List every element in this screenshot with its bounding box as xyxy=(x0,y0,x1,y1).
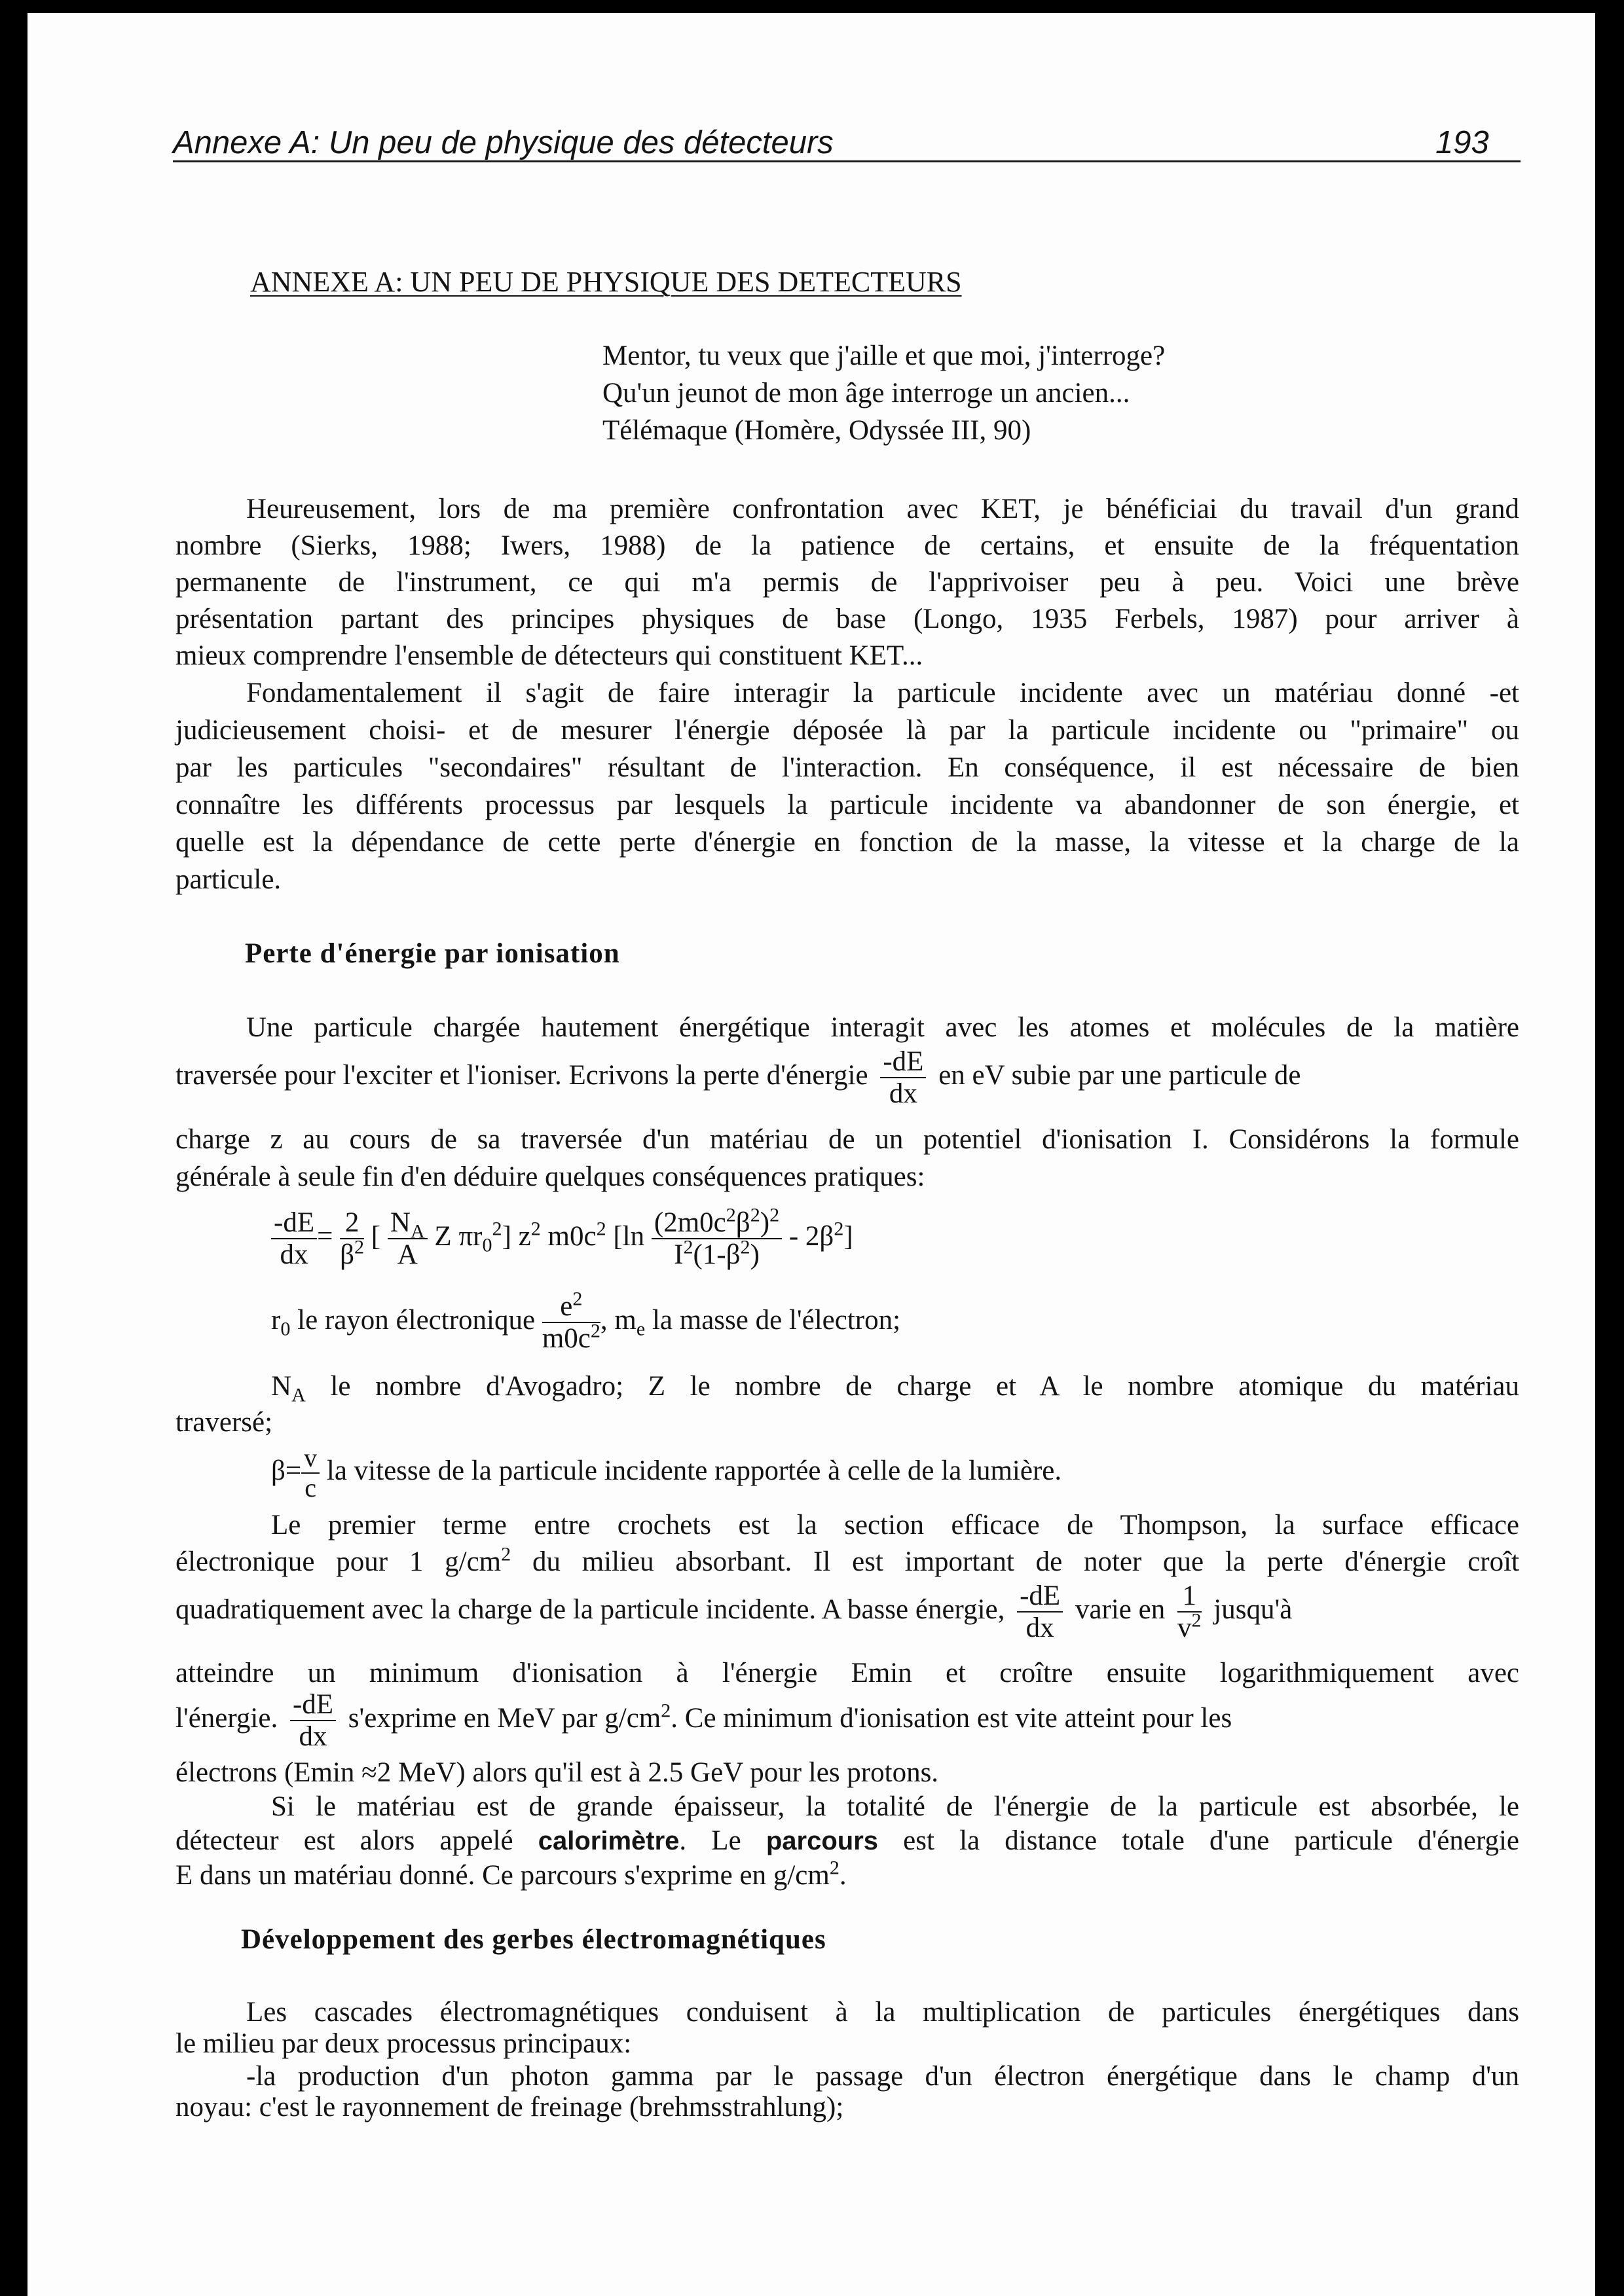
formula-term: (1-β xyxy=(693,1239,741,1270)
text-line: Si le matériau est de grande épaisseur, la totalité de l'énergie de la particule est absorbée, le xyxy=(271,1791,1519,1822)
subscript: A xyxy=(410,1220,425,1243)
text-span: varie en xyxy=(1075,1594,1166,1625)
text-span: s'exprime en MeV par g/cm xyxy=(348,1702,661,1734)
exponent: 2 xyxy=(683,1235,693,1258)
definition-NA xyxy=(271,1368,1519,1405)
exponent: 2 xyxy=(769,1203,780,1226)
exponent: 2 xyxy=(829,1856,840,1879)
formula-term: [ln xyxy=(606,1220,645,1252)
text-span: du milieu absorbant. Il est important de noter que la perte d'énergie croît xyxy=(511,1546,1519,1577)
text-span: la masse de l'électron; xyxy=(645,1304,901,1336)
subscript: e xyxy=(636,1317,646,1340)
text-span: E dans un matériau donné. Ce parcours s'exprime en g/cm xyxy=(175,1860,830,1891)
text-line: -la production d'un photon gamma par le passage d'un électron énergétique dans le champ d'un xyxy=(246,2061,1519,2092)
definition-beta xyxy=(271,1445,1061,1501)
epigraph-line: Qu'un jeunot de mon âge interroge un ancien... xyxy=(602,378,1130,409)
subscript: A xyxy=(291,1383,306,1406)
exponent: 2 xyxy=(740,1235,750,1258)
exponent: 2 xyxy=(750,1203,760,1226)
text-line: traversé; xyxy=(175,1407,273,1438)
fraction-denominator xyxy=(652,1235,782,1270)
exponent: 2 xyxy=(572,1287,583,1310)
symbol-N: N xyxy=(271,1371,292,1402)
fraction-dE-dx xyxy=(271,1209,317,1269)
text-span: est la distance totale d'une particule d'énergie xyxy=(878,1825,1520,1856)
fraction-e2-m0c2 xyxy=(542,1287,600,1354)
fraction-numerator: 2 xyxy=(340,1209,364,1239)
formula-term: β= xyxy=(271,1455,302,1486)
text-line xyxy=(175,1857,847,1894)
section-heading: Perte d'énergie par ionisation xyxy=(245,938,620,969)
fraction-numerator: -dE xyxy=(271,1209,317,1239)
fraction-denominator xyxy=(1177,1609,1202,1643)
fraction-denominator: dx xyxy=(889,1078,917,1109)
formula-term: β xyxy=(735,1207,750,1238)
text-span: . Ce minimum d'ionisation est vite atteint pour les xyxy=(671,1702,1232,1734)
text-line: quelle est la dépendance de cette perte d'énergie en fonction de la masse, la vitesse et la charge de la xyxy=(175,827,1519,858)
fraction-1-v2 xyxy=(1177,1582,1202,1642)
text-line: particule. xyxy=(175,864,282,895)
fraction-denominator xyxy=(340,1235,365,1270)
text-line: mieux comprendre l'ensemble de détecteurs qui constituent KET... xyxy=(175,640,923,671)
fraction-denominator xyxy=(542,1319,600,1354)
definition-r0 xyxy=(271,1287,901,1354)
document-title: ANNEXE A: UN PEU DE PHYSIQUE DES DETECTEURS xyxy=(250,266,962,298)
text-line-with-fraction xyxy=(175,1690,1232,1751)
formula-bethe-bloch xyxy=(271,1203,853,1270)
text-line: présentation partant des principes physiques de base (Longo, 1935 Ferbels, 1987) pour arriver à xyxy=(175,604,1519,634)
fraction-numerator: 1 xyxy=(1177,1582,1202,1613)
text-line: connaître les différents processus par lesquels la particule incidente va abandonner de son énergie, et xyxy=(175,790,1519,820)
section-heading: Développement des gerbes électromagnétiques xyxy=(241,1924,826,1955)
text-span: détecteur est alors appelé xyxy=(175,1825,538,1856)
symbol-e: e xyxy=(560,1291,573,1322)
fraction-numerator xyxy=(652,1203,782,1239)
text-span: le nombre d'Avogadro; Z le nombre de charge et A le nombre atomique du matériau xyxy=(305,1371,1519,1402)
fraction-2-beta2 xyxy=(340,1209,364,1269)
formula-term: - 2β xyxy=(782,1220,834,1252)
document-page xyxy=(28,13,1595,2296)
formula-term: ) xyxy=(750,1239,760,1270)
formula-term: ) xyxy=(760,1207,770,1238)
text-span: , m xyxy=(600,1304,637,1336)
text-line: Le premier terme entre crochets est la section efficace de Thompson, la surface efficace xyxy=(271,1510,1519,1540)
text-line xyxy=(175,1823,1519,1859)
exponent: 2 xyxy=(530,1217,541,1240)
formula-term: Z πr xyxy=(434,1220,483,1252)
exponent: 2 xyxy=(492,1217,502,1240)
bracket: [ xyxy=(364,1220,381,1252)
text-line: nombre (Sierks, 1988; Iwers, 1988) de la patience de certains, et ensuite de la fréquentation xyxy=(175,530,1519,561)
fraction-dE-dx xyxy=(1017,1582,1063,1642)
text-span: . Le xyxy=(679,1825,766,1856)
formula-term: ] z xyxy=(502,1220,531,1252)
fraction-log-argument xyxy=(652,1203,782,1270)
fraction-denominator: dx xyxy=(299,1721,327,1752)
text-line: judicieusement choisi- et de mesurer l'énergie déposée là par la particule incidente ou "primaire" ou xyxy=(175,715,1519,746)
fraction-numerator: -dE xyxy=(290,1690,336,1721)
text-line: générale à seule fin d'en déduire quelques conséquences pratiques: xyxy=(175,1161,925,1192)
exponent: 2 xyxy=(726,1203,736,1226)
term-calorimetre: calorimètre xyxy=(538,1827,680,1855)
equals-sign: = xyxy=(317,1220,333,1252)
text-span: l'énergie. xyxy=(175,1702,278,1734)
fraction-numerator: -dE xyxy=(1017,1582,1063,1613)
fraction-denominator: dx xyxy=(1025,1613,1054,1643)
formula-term: I xyxy=(674,1239,684,1270)
text-span: traversée pour l'exciter et l'ioniser. Ecrivons la perte d'énergie xyxy=(175,1059,868,1091)
fraction-denominator: c xyxy=(304,1473,317,1503)
running-header-title: Annexe A: Un peu de physique des détecteurs xyxy=(173,125,834,160)
text-line-with-fraction xyxy=(175,1582,1292,1642)
fraction-numerator: v xyxy=(301,1445,320,1474)
exponent: 2 xyxy=(596,1217,606,1240)
text-line: le milieu par deux processus principaux: xyxy=(175,2028,632,2059)
subscript: 0 xyxy=(280,1317,291,1340)
exponent: 2 xyxy=(501,1542,511,1565)
symbol-N: N xyxy=(390,1207,411,1238)
text-line: noyau: c'est le rayonnement de freinage (brehmsstrahlung); xyxy=(175,2092,844,2123)
exponent: 2 xyxy=(590,1319,600,1342)
page-number: 193 xyxy=(1435,125,1489,160)
term-parcours: parcours xyxy=(766,1827,878,1855)
epigraph-line: Mentor, tu veux que j'aille et que moi, j'interroge? xyxy=(602,340,1166,371)
formula-term: m0c xyxy=(540,1220,597,1252)
text-line: permanente de l'instrument, ce qui m'a permis de l'apprivoiser peu à peu. Voici une brève xyxy=(175,567,1519,598)
text-line: Fondamentalement il s'agit de faire interagir la particule incidente avec un matériau donné -et xyxy=(246,678,1519,708)
text-line-with-fraction xyxy=(175,1048,1301,1108)
symbol-beta: β xyxy=(340,1239,354,1270)
fraction-denominator: A xyxy=(397,1239,418,1270)
exponent: 2 xyxy=(661,1699,671,1722)
fraction-numerator xyxy=(388,1207,428,1243)
fraction-numerator xyxy=(542,1287,600,1323)
text-line: Une particule chargée hautement énergétique interagit avec les atomes et molécules de la matière xyxy=(246,1012,1519,1043)
text-span: électronique pour 1 g/cm xyxy=(175,1546,502,1577)
header-rule xyxy=(173,160,1521,162)
text-span: le rayon électronique xyxy=(290,1304,542,1336)
fraction-NA-A xyxy=(388,1209,428,1269)
text-span: quadratiquement avec la charge de la particule incidente. A basse énergie, xyxy=(175,1594,1005,1625)
fraction-dE-dx xyxy=(880,1048,926,1108)
fraction-denominator: dx xyxy=(280,1239,308,1270)
text-span: la vitesse de la particule incidente rapportée à celle de la lumière. xyxy=(320,1455,1062,1486)
text-line: par les particules "secondaires" résultant de l'interaction. En conséquence, il est nécessaire de bien xyxy=(175,752,1519,783)
exponent: 2 xyxy=(354,1235,365,1258)
fraction-v-c xyxy=(301,1445,320,1501)
text-span: . xyxy=(839,1860,847,1891)
bracket: ] xyxy=(843,1220,853,1252)
fraction-dE-dx xyxy=(290,1690,336,1751)
symbol-r: r xyxy=(271,1304,281,1336)
formula-term: m0c xyxy=(542,1323,591,1354)
text-line: Les cascades électromagnétiques conduisent à la multiplication de particules énergétiques dans xyxy=(246,1997,1519,2028)
exponent: 2 xyxy=(834,1217,844,1240)
text-line: atteindre un minimum d'ionisation à l'énergie Emin et croître ensuite logarithmiquement avec xyxy=(175,1658,1519,1688)
text-span: en eV subie par une particule de xyxy=(938,1059,1301,1091)
text-line xyxy=(175,1544,1519,1580)
text-line: électrons (Emin ≈2 MeV) alors qu'il est à 2.5 GeV pour les protons. xyxy=(175,1757,939,1788)
epigraph-line: Télémaque (Homère, Odyssée III, 90) xyxy=(602,415,1031,446)
exponent: 2 xyxy=(1191,1609,1202,1631)
text-line: Heureusement, lors de ma première confrontation avec KET, je bénéficiai du travail d'un grand xyxy=(246,494,1519,524)
text-line: charge z au cours de sa traversée d'un matériau de un potentiel d'ionisation I. Considérons la formule xyxy=(175,1124,1519,1155)
subscript: 0 xyxy=(482,1233,492,1256)
formula-term: (2m0c xyxy=(654,1207,726,1238)
symbol-v: v xyxy=(1177,1613,1192,1643)
fraction-numerator: -dE xyxy=(880,1048,926,1078)
text-span: jusqu'à xyxy=(1213,1594,1293,1625)
